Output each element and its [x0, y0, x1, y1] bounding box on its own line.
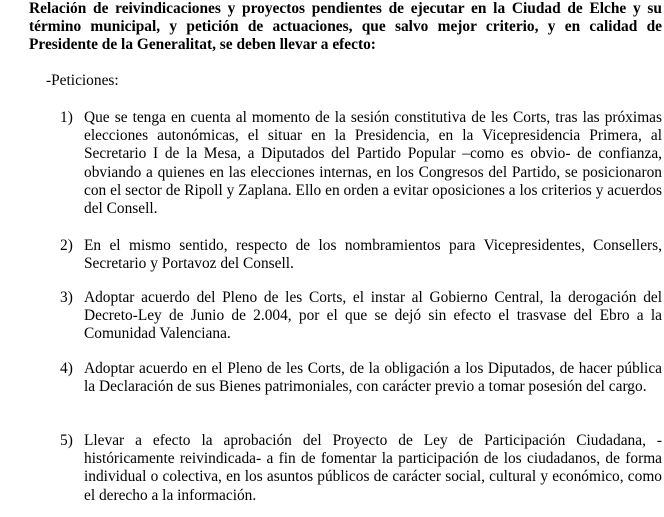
list-item-number: 5) — [60, 432, 73, 449]
list-item — [60, 289, 662, 344]
list-item-text: Adoptar acuerdo del Pleno de les Corts, el instar al Gobierno Central, la derogación del Decreto-Ley de Junio de 2.004, por el que se dejó sin efecto el trasvase del Ebro a la Comunidad Valenciana. — [84, 289, 662, 343]
list-item — [60, 237, 662, 273]
list-item-text: Llevar a efecto la aprobación del Proyecto de Ley de Participación Ciudadana, -históricamente reivindicada- a fin de fomentar la participación de los ciudadanos, de forma individual o colectiva, en los asuntos públicos de carácter social, cultural y económico, como el derecho a la información. — [84, 432, 662, 504]
list-item — [60, 109, 662, 218]
list-item-text: En el mismo sentido, respecto de los nombramientos para Vicepresidentes, Consellers, Secretario y Portavoz del Consell. — [84, 237, 662, 273]
list-item — [60, 360, 662, 396]
list-item-number: 1) — [60, 109, 73, 126]
list-item-number: 4) — [60, 360, 73, 377]
list-item-number: 2) — [60, 237, 73, 254]
document-intro: Relación de reivindicaciones y proyectos pendientes de ejecutar en la Ciudad de Elche y su término municipal, y petición de actuaciones, que salvo mejor criterio, y en calidad de Presidente de la Generalitat, se deben llevar a efecto: — [29, 0, 662, 54]
section-label-peticiones: -Peticiones: — [46, 72, 119, 89]
list-item-text: Que se tenga en cuenta al momento de la sesión constitutiva de les Corts, tras las próximas elecciones autonómicas, el situar en la Presidencia, en la Vicepresidencia Primera, al Secretario I de la Mesa, a Diputados del Partido Popular –como es obvio- de confianza, obviando a quienes en las elecciones internas, en los Congresos del Partido, se posicionaron con el sector de Ripoll y Zaplana. Ello en orden a evitar oposiciones a los criterios y acuerdos del Consell. — [84, 109, 662, 218]
list-item-number: 3) — [60, 289, 73, 306]
list-item-text: Adoptar acuerdo en el Pleno de les Corts, de la obligación a los Diputados, de hacer pública la Declaración de sus Bienes patrimoniales, con carácter previo a tomar posesión del cargo. — [84, 360, 662, 396]
list-item — [60, 432, 662, 505]
